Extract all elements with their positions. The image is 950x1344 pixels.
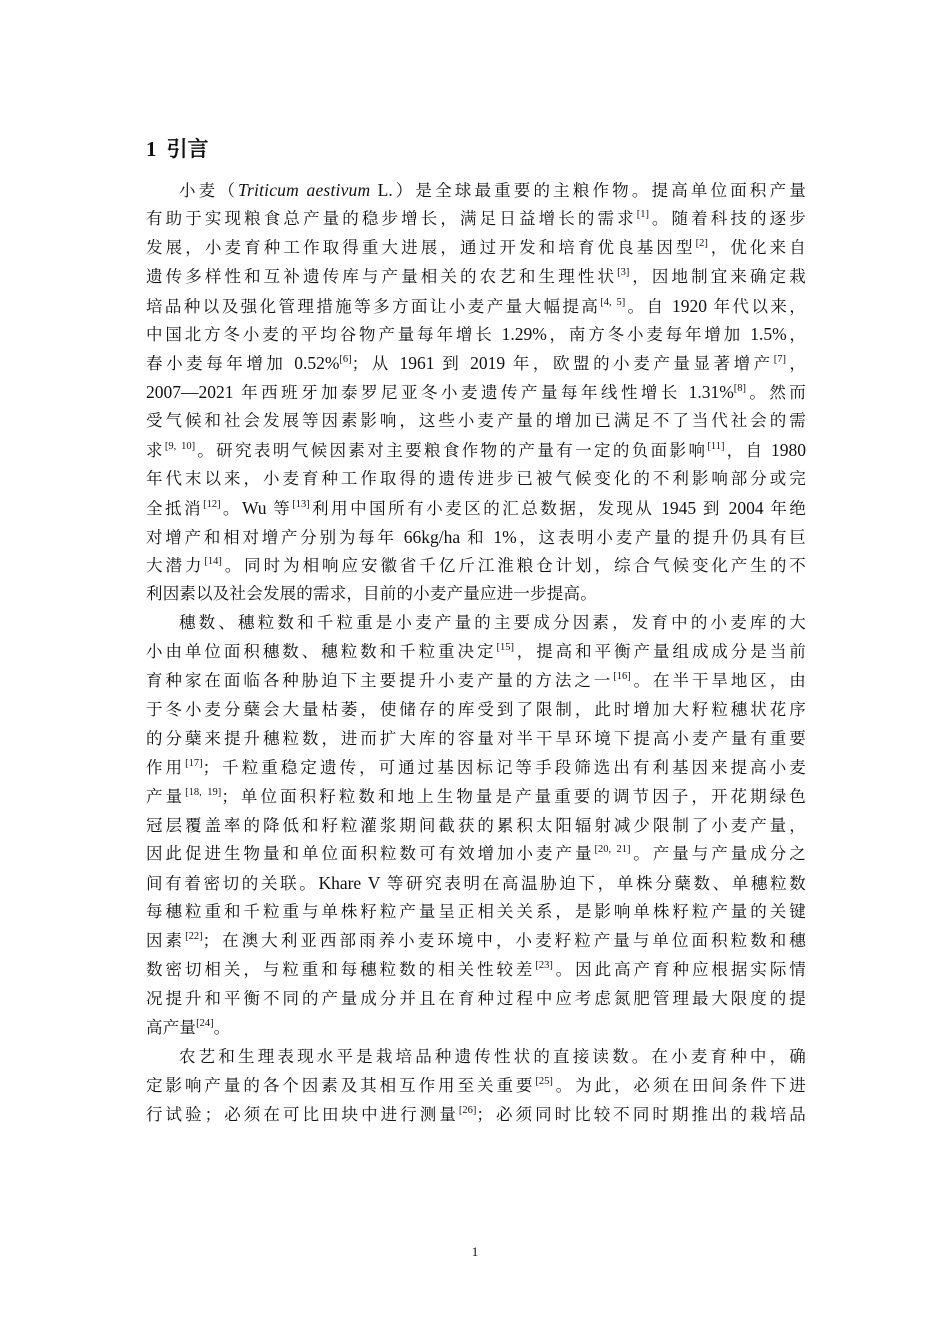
text-line xyxy=(146,725,806,754)
text-line xyxy=(146,754,806,783)
text-run: 1.5% xyxy=(743,324,787,345)
text-line xyxy=(146,349,806,378)
text-line xyxy=(146,407,806,436)
text-run: 发展，小麦育种工作取得重大进展，通过开发和培育优良基因型 xyxy=(146,237,696,257)
text-line xyxy=(146,436,806,465)
citation-ref: [22] xyxy=(185,931,203,943)
text-line xyxy=(146,1014,806,1043)
text-run: 对增产和相对增产分别为每年 xyxy=(146,527,397,547)
text-run: 因素 xyxy=(146,931,186,951)
text-line xyxy=(146,927,806,956)
text-run: 遗传多样性和互补遗传库与产量相关的农艺和生理性状 xyxy=(146,266,618,286)
text-run: 定影响产量的各个因素及其相互作用至关重要 xyxy=(146,1075,536,1095)
text-run: 产量 xyxy=(146,786,186,806)
text-run: 。 xyxy=(220,498,242,518)
text-run: 育种家在面临各种胁迫下主要提升小麦产量的方法之一 xyxy=(146,671,614,691)
text-run: 等研究表明在高温胁迫下，单株分蘖数、单穗粒数 xyxy=(386,874,806,894)
paragraph xyxy=(146,609,806,1042)
text-run: 中国北方冬小麦的平均谷物产量每年增长 xyxy=(146,325,495,345)
text-run: 冠层覆盖率的降低和籽粒灌浆期间截获的累积太阳辐射减少限制了小麦产量， xyxy=(146,815,806,835)
text-line xyxy=(146,1043,806,1072)
text-run: ；必须同时比较不同时期推出的栽培品 xyxy=(476,1104,807,1124)
text-run: ；在澳大利亚西部雨养小麦环境中，小麦籽粒产量与单位面积粒数和穗 xyxy=(202,931,807,951)
text-run: 2019 xyxy=(462,353,513,374)
text-run: 农艺和生理表现水平是栽培品种遗传性状的直接读数。在小麦育种中，确 xyxy=(179,1046,806,1066)
text-run: 作用 xyxy=(146,757,186,777)
citation-ref: [12] xyxy=(203,498,221,510)
text-run: 2004 xyxy=(721,497,771,518)
text-run: 1980 xyxy=(764,440,807,461)
citation-ref: [26] xyxy=(458,1104,477,1116)
text-run: Khare V xyxy=(318,873,387,894)
text-run: 等 xyxy=(273,498,293,518)
text-run: ；从 xyxy=(351,354,392,374)
citation-ref: [23] xyxy=(535,960,553,972)
text-line xyxy=(146,234,806,263)
text-run: 的分蘖来提升穗粒数，进而扩大库的容量对半干旱环境下提高小麦产量有重要 xyxy=(146,728,806,748)
section-heading xyxy=(146,134,209,164)
text-line xyxy=(146,176,806,205)
citation-ref: [18, 19] xyxy=(185,786,222,798)
text-run: ，这表明小麦产量的提升仍具有巨 xyxy=(516,527,807,547)
text-line xyxy=(146,898,806,927)
text-run: 况提升和平衡不同的产量成分并且在育种过程中应考虑氮肥管理最大限度的提 xyxy=(146,988,806,1008)
citation-ref: [8] xyxy=(733,383,747,395)
text-run: Wu xyxy=(241,497,274,518)
text-run: 数密切相关，与粒重和每穗粒数的相关性较差 xyxy=(146,960,536,980)
citation-ref: [6] xyxy=(339,354,352,366)
citation-ref: [11] xyxy=(707,441,725,453)
text-line xyxy=(146,552,806,581)
text-run: 穗数、穗粒数和千粒重是小麦产量的主要成分因素，发育中的小麦库的大 xyxy=(179,613,806,633)
text-run: 年绝 xyxy=(770,498,807,518)
text-line xyxy=(146,378,806,407)
text-run: 。随着科技的逐步 xyxy=(648,208,806,228)
text-line xyxy=(146,205,806,234)
text-run: 1945 xyxy=(654,497,703,518)
text-run: 春小麦每年增加 xyxy=(146,354,287,374)
text-run: 1% xyxy=(486,526,517,547)
text-line xyxy=(146,494,806,523)
text-run: 和 xyxy=(467,527,487,547)
text-run: 66kg/ha xyxy=(396,526,468,547)
text-line xyxy=(146,840,806,869)
text-line xyxy=(146,985,806,1014)
text-run: 间有着密切的关联。 xyxy=(146,874,319,894)
species-name: Triticum aestivum xyxy=(238,180,371,200)
text-run: ，自 xyxy=(724,441,765,461)
citation-ref: [24] xyxy=(196,1017,214,1029)
text-run: 1961 xyxy=(391,353,443,374)
text-run: 小由单位面积穗数、穗粒数和千粒重决定 xyxy=(146,642,497,662)
citation-ref: [15] xyxy=(496,642,514,654)
citation-ref: [25] xyxy=(535,1075,553,1087)
citation-ref: [4, 5] xyxy=(600,296,626,308)
text-run: ，优化来自 xyxy=(707,237,807,257)
text-line xyxy=(146,320,806,349)
text-line xyxy=(146,580,806,609)
body-text xyxy=(146,176,806,1129)
text-run: 。自 xyxy=(625,296,666,316)
text-line xyxy=(146,609,806,638)
citation-ref: [9, 10] xyxy=(164,441,196,453)
text-run: 培品种以及强化管理措施等多方面让小麦产量大幅提高 xyxy=(146,296,601,316)
text-line xyxy=(146,783,806,812)
text-run: 。为此，必须在田间条件下进 xyxy=(552,1075,806,1095)
text-run: 于冬小麦分蘖会大量枯萎，使储存的库受到了限制，此时增加大籽粒穗状花序 xyxy=(146,700,806,720)
text-run: L. xyxy=(370,180,393,200)
paragraph xyxy=(146,1043,806,1130)
text-run: 大潜力 xyxy=(146,555,205,575)
text-run: ；千粒重稳定遗传，可通过基因标记等手段筛选出有利基因来提高小麦 xyxy=(202,757,807,777)
text-line xyxy=(146,1072,806,1101)
text-run: 1920 xyxy=(665,295,714,316)
citation-ref: [16] xyxy=(613,671,631,683)
text-run: 。同时为相响应安徽省千亿斤江淮粮仓计划，综合气候变化产生的不 xyxy=(221,555,807,575)
text-run: 。 xyxy=(213,1017,231,1037)
text-run: ）是全球最重要的主粮作物。提高单位面积产量 xyxy=(392,181,806,200)
text-line xyxy=(146,465,806,494)
text-run: 。因此高产育种应根据实际情 xyxy=(552,960,806,980)
text-run: ；单位面积籽粒数和地上生物量是产量重要的调节因子，开花期绿色 xyxy=(221,786,806,806)
text-run: 年代末以来，小麦育种工作取得的遗传进步已被气候变化的不利影响部分或完 xyxy=(146,468,806,488)
text-run: 利用中国所有小麦区的汇总数据，发现从 xyxy=(309,498,655,518)
text-run: 到 xyxy=(702,498,722,518)
text-run: 每穗粒重和千粒重与单株籽粒产量呈正相关关系，是影响单株籽粒产量的关键 xyxy=(146,902,806,922)
citation-ref: [3] xyxy=(617,266,630,278)
text-line xyxy=(146,869,806,898)
text-run: ，因地制宜来确定栽 xyxy=(629,266,806,286)
text-run: 。产量与产量成分之 xyxy=(630,844,806,864)
text-line xyxy=(146,956,806,985)
citation-ref: [2] xyxy=(695,237,708,249)
text-line xyxy=(146,292,806,321)
text-run: 小麦（ xyxy=(179,181,239,200)
text-run: 1.31% xyxy=(680,382,734,403)
text-line xyxy=(146,523,806,552)
text-run: 有助于实现粮食总产量的稳步增长，满足日益增长的需求 xyxy=(146,208,637,228)
text-run: 行试验；必须在可比田块中进行测量 xyxy=(146,1104,459,1124)
text-run: 年西班牙加泰罗尼亚冬小麦遗传产量每年线性增长 xyxy=(241,383,681,403)
text-run: 高产量 xyxy=(146,1017,197,1037)
page-number: 1 xyxy=(471,1244,479,1259)
text-run: 。然而 xyxy=(746,383,807,403)
text-run: 到 xyxy=(442,354,463,374)
citation-ref: [1] xyxy=(636,208,649,220)
paragraph xyxy=(146,176,806,609)
text-line xyxy=(146,812,806,841)
citation-ref: [20, 21] xyxy=(594,844,631,856)
text-run: 年代以来， xyxy=(713,296,807,316)
text-run: 因此促进生物量和单位面积粒数可有效增加小麦产量 xyxy=(146,844,595,864)
citation-ref: [14] xyxy=(204,555,222,567)
citation-ref: [13] xyxy=(292,498,310,510)
text-run: 年，欧盟的小麦产量显著增产 xyxy=(512,354,774,374)
text-line xyxy=(146,263,806,292)
text-run: 2007—2021 xyxy=(146,382,242,403)
text-line xyxy=(146,667,806,696)
text-run: 全抵消 xyxy=(146,498,204,518)
text-run: 利因素以及社会发展的需求，目前的小麦产量应进一步提高。 xyxy=(146,584,597,604)
text-run: 。在半干旱地区，由 xyxy=(630,671,806,691)
text-run: ，南方冬小麦每年增加 xyxy=(546,325,744,345)
section-number: 1 xyxy=(146,137,157,161)
text-run: ， xyxy=(786,325,807,345)
text-run: ， xyxy=(785,354,807,374)
text-line xyxy=(146,696,806,725)
text-line xyxy=(146,638,806,667)
text-run: ，提高和平衡产量组成成分是当前 xyxy=(513,642,806,662)
citation-ref: [17] xyxy=(185,757,203,769)
text-line xyxy=(146,1101,806,1130)
text-run: 1.29% xyxy=(494,324,547,345)
citation-ref: [7] xyxy=(773,354,786,366)
text-run: 。研究表明气候因素对主要粮食作物的产量有一定的负面影响 xyxy=(195,441,708,461)
text-run: 求 xyxy=(146,441,165,461)
section-title: 引言 xyxy=(166,136,209,161)
text-run: 0.52% xyxy=(286,353,340,374)
text-run: 受气候和社会发展等因素影响，这些小麦产量的增加已满足不了当代社会的需 xyxy=(146,411,806,431)
